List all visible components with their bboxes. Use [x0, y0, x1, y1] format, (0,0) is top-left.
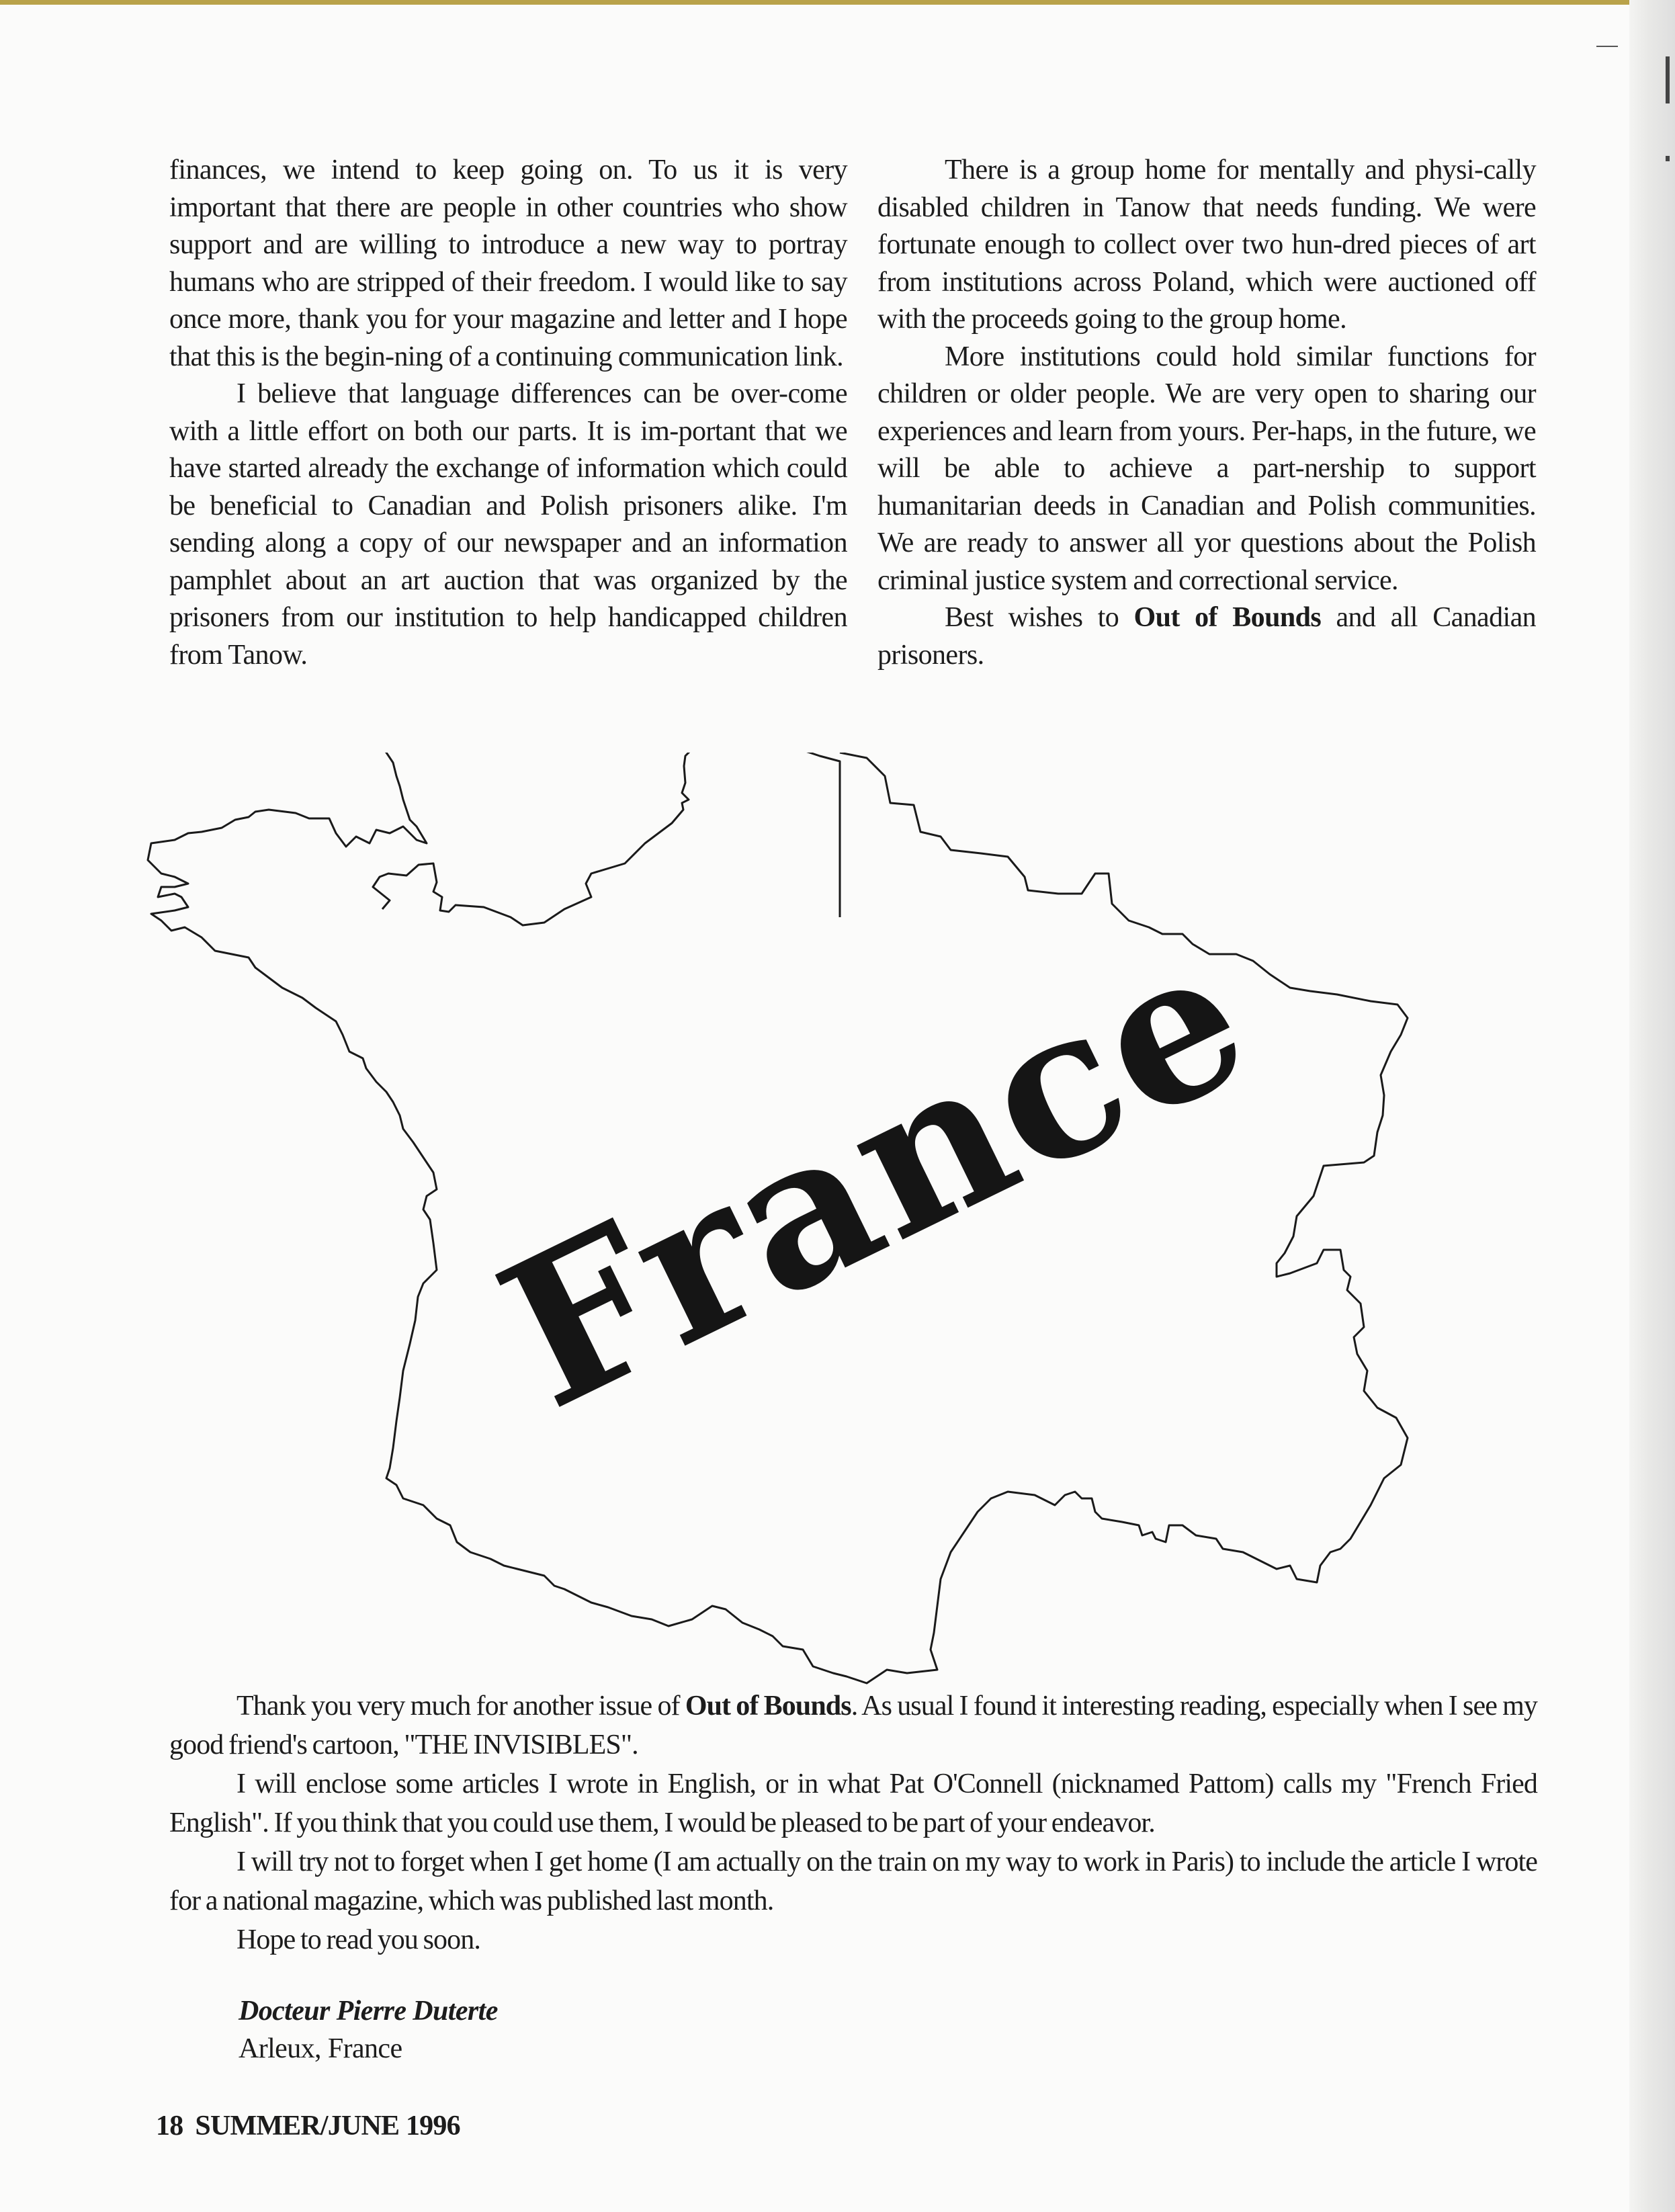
paragraph: Hope to read you soon. [237, 1924, 480, 1955]
edge-mark [1666, 56, 1670, 103]
page-number: 18 [156, 2111, 183, 2141]
magazine-name: Out of Bounds [1133, 602, 1322, 633]
paragraph [169, 1687, 1537, 1764]
paragraph: I will try not to forget when I get home (I am actually on the train on my way to work in Paris) to include the article I wrote for a national magazine, which was published last month. [169, 1846, 1537, 1916]
paragraph: More institutions could hold similar functions for children or older people. We are very open to sharing our experiences and learn from yours. Per-haps, in the future, we will be able to achieve a part-nership to support humanitarian deeds in Canadian and Polish communities. We are ready to answer all yor questions about the Polish criminal justice system and correctional service. [877, 341, 1536, 596]
paragraph: finances, we intend to keep going on. To us it is very important that there are people in other countries who show support and are willing to introduce a new way to portray humans who are stripped of their freedom. I would like to say once more, thank you for your magazine and letter and I hope that this is the begin-ning of a continuing communication link. [169, 155, 847, 372]
scan-top-border [0, 0, 1675, 5]
paragraph: I believe that language differences can be over-come with a little effort on both our parts. It is im-portant that we have started already the exchange of information which could be beneficial to Canadian and Polish prisoners alike. I'm sending along a copy of our newspaper and an information pamphlet about an art auction that was organized by the prisoners from our institution to help handicapped children from Tanow. [169, 378, 847, 671]
edge-mark [1666, 156, 1670, 161]
text: Thank you very much for another issue of [237, 1691, 685, 1721]
author-location: Arleux, France [239, 2033, 402, 2064]
paragraph: There is a group home for mentally and physi-cally disabled children in Tanow that needs funding. We were fortunate enough to collect over two hun-dred pieces of art from institutions across Poland, which were auctioned off with the proceeds going to the group home. [877, 155, 1536, 335]
france-map-illustration [134, 753, 1579, 1693]
closing-paragraph [877, 599, 1536, 674]
france-outline-north [373, 753, 840, 925]
author-name: Docteur Pierre Duterte [239, 1996, 498, 2027]
left-column [169, 152, 847, 674]
scan-dash-mark [1596, 46, 1618, 47]
page-gutter-shadow [1629, 0, 1675, 2212]
france-title: France [468, 894, 1282, 1454]
issue-date: SUMMER/JUNE 1996 [195, 2111, 460, 2141]
text: and all Canadian prisoners. [877, 602, 1537, 671]
paragraph: I will enclose some articles I wrote in English, or in what Pat O'Connell (nicknamed Pattom) calls my "French Fried English". If you think that you could use them, I would be pleased to be part of your endeavor. [169, 1769, 1537, 1838]
right-column [877, 152, 1536, 674]
text: Best wishes to [945, 602, 1134, 633]
signature-block [239, 1992, 498, 2068]
letter-body [169, 1687, 1537, 1959]
text: . As usual I found it interesting reading, especially when I see my good friend's cartoon, "THE INVISIBLES". [169, 1691, 1537, 1760]
magazine-name: Out of Bounds [685, 1691, 851, 1721]
france-title-group [468, 894, 1282, 1454]
page-footer [156, 2110, 460, 2142]
